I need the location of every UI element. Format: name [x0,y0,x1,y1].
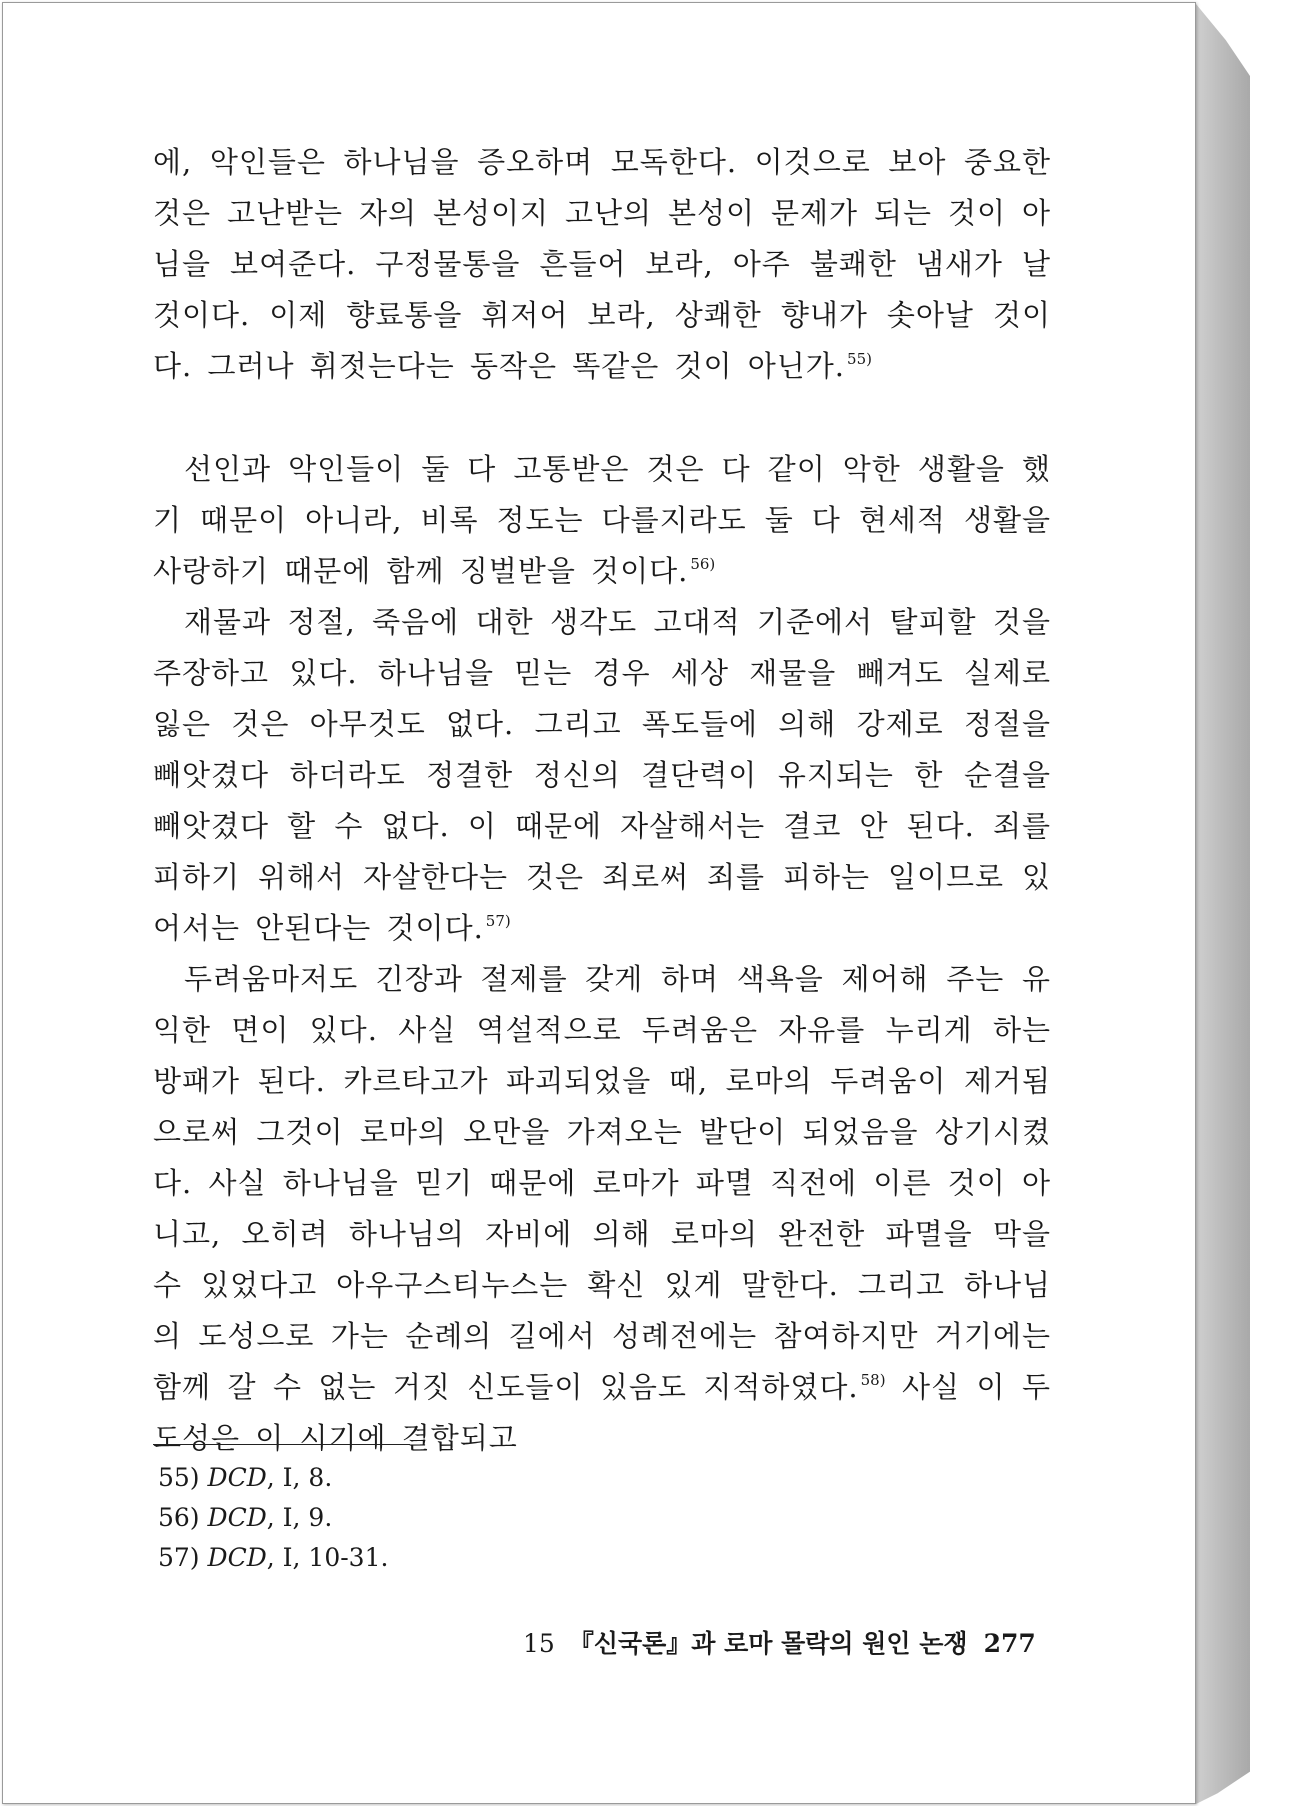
paragraph [153,954,1051,1464]
footnote-number: 55) [158,1463,200,1492]
footnote-reference: , Ⅰ, 10-31. [266,1543,389,1572]
footnote-source: DCD [207,1503,267,1532]
running-footer [523,1624,1036,1660]
footnote-reference: , Ⅰ, 9. [266,1503,333,1532]
footnote-source: DCD [207,1463,267,1492]
paragraph-text-continued: 사실 이 두 도성은 이 시기에 결합되고 [153,1370,1051,1455]
footnotes [158,1458,858,1578]
paragraph-text: 두려움마저도 긴장과 절제를 갖게 하며 색욕을 제어해 주는 유익한 면이 있다. 사실 역설적으로 두려움은 자유를 누리게 하는 방패가 된다. 카르타고가 파괴되었을 때, 로마의 두려움이 제거됨으로써 그것이 로마의 오만을 가져오는 발단이 되었음을 상기시켰다. 사실 하나님을 믿기 때문에 로마가 파멸 직전에 이른 것이 아니고, 오히려 하나님의 자비에 의해 로마의 완전한 파멸을 막을 수 있었다고 아우구스티누스는 확신 있게 말한다. 그리고 하나님의 도성으로 가는 순례의 길에서 성례전에는 참여하지만 거기에는 함께 갈 수 없는 거짓 신도들이 있음도 지적하였다. [153,962,1051,1404]
footnote-source: DCD [207,1543,267,1572]
paragraph [153,444,1051,597]
footnote-ref-56: 56) [690,555,716,573]
footnote-55 [158,1458,858,1498]
paragraph-text: 에, 악인들은 하나님을 증오하며 모독한다. 이것으로 보아 중요한 것은 고난받는 자의 본성이지 고난의 본성이 문제가 되는 것이 아님을 보여준다. 구정물통을 흔들어 보라, 아주 불쾌한 냄새가 날 것이다. 이제 향료통을 휘저어 보라, 상쾌한 향내가 솟아날 것이다. 그러나 휘젓는다는 동작은 똑같은 것이 아닌가. [153,145,1051,383]
chapter-title: 『신국론』과 로마 몰락의 원인 논쟁 [568,1629,968,1658]
book-page-edge [1196,4,1250,1804]
paragraph-text: 재물과 정절, 죽음에 대한 생각도 고대적 기준에서 탈피할 것을 주장하고 있다. 하나님을 믿는 경우 세상 재물을 빼겨도 실제로 잃은 것은 아무것도 없다. 그리고 폭도들에 의해 강제로 정절을 빼앗겼다 하더라도 정결한 정신의 결단력이 유지되는 한 순결을 빼앗겼다 할 수 없다. 이 때문에 자살해서는 결코 안 된다. 죄를 피하기 위해서 자살한다는 것은 죄로써 죄를 피하는 일이므로 있어서는 안된다는 것이다. [153,605,1051,945]
paragraph-text: 선인과 악인들이 둘 다 고통받은 것은 다 같이 악한 생활을 했기 때문이 아니라, 비록 정도는 다를지라도 둘 다 현세적 생활을 사랑하기 때문에 함께 징벌받을 것이다. [153,452,1051,588]
page-number: 277 [983,1629,1036,1658]
footnote-56 [158,1498,858,1538]
footnote-ref-58: 58) [860,1371,886,1389]
footnote-57 [158,1538,858,1578]
paragraph [153,597,1051,954]
footnote-ref-55: 55) [847,350,872,368]
book-page [2,2,1196,1804]
footnote-number: 57) [158,1543,200,1572]
paragraph-quote-end [153,137,1051,392]
chapter-number: 15 [523,1629,555,1658]
footnote-ref-57: 57) [485,912,511,930]
footnote-reference: , Ⅰ, 8. [266,1463,333,1492]
footnote-divider [153,1444,410,1445]
body-text [153,137,1051,1464]
footnote-number: 56) [158,1503,200,1532]
